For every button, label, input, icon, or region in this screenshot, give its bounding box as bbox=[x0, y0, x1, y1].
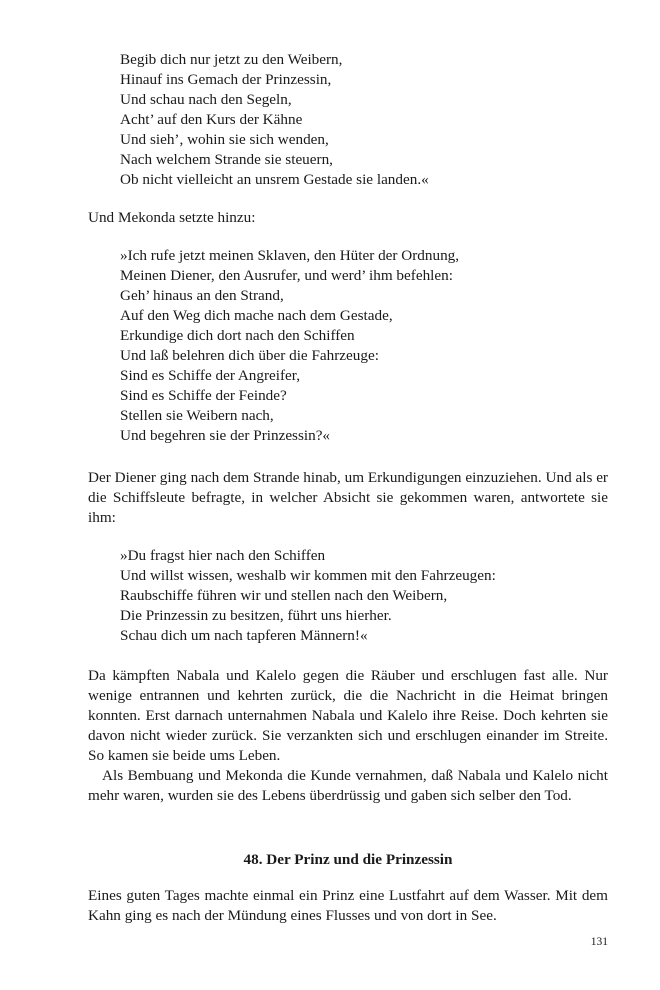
verse-line: »Ich rufe jetzt meinen Sklaven, den Hüter der Ordnung, bbox=[120, 247, 460, 264]
verse-line: Erkundige dich dort nach den Schiffen bbox=[120, 327, 355, 344]
verse-line: Und begehren sie der Prinzessin?« bbox=[120, 427, 331, 444]
prose-paragraph-2 bbox=[88, 468, 608, 528]
verse-line: Raubschiffe führen wir und stellen nach den Weibern, bbox=[120, 587, 448, 604]
verse-line: Die Prinzessin zu besitzen, führt uns hierher. bbox=[120, 607, 392, 624]
paragraph-text: Der Diener ging nach dem Strande hinab, um Erkundigungen einzuziehen. Und als er die Schiffsleute befragte, in welcher Absicht sie gekommen waren, antwortete sie ihm: bbox=[88, 469, 608, 526]
verse-line: Meinen Diener, den Ausrufer, und werd’ ihm befehlen: bbox=[120, 267, 453, 284]
verse-line: Sind es Schiffe der Feinde? bbox=[120, 387, 287, 404]
prose-paragraph-5 bbox=[88, 886, 608, 926]
verse-line: Hinauf ins Gemach der Prinzessin, bbox=[120, 71, 332, 88]
verse-block-1 bbox=[120, 50, 610, 190]
prose-paragraph-1 bbox=[88, 208, 608, 228]
verse-line: Ob nicht vielleicht an unsrem Gestade sie landen.« bbox=[120, 171, 429, 188]
verse-line: Acht’ auf den Kurs der Kähne bbox=[120, 111, 303, 128]
verse-line: Und willst wissen, weshalb wir kommen mit den Fahrzeugen: bbox=[120, 567, 496, 584]
paragraph-text: Als Bembuang und Mekonda die Kunde vernahmen, daß Nabala und Kalelo nicht mehr waren, wurden sie des Lebens überdrüssig und gaben sich selber den Tod. bbox=[88, 767, 608, 804]
verse-line: »Du fragst hier nach den Schiffen bbox=[120, 547, 326, 564]
verse-line: Stellen sie Weibern nach, bbox=[120, 407, 274, 424]
verse-line: Nach welchem Strande sie steuern, bbox=[120, 151, 333, 168]
paragraph-text: Und Mekonda setzte hinzu: bbox=[88, 209, 256, 226]
verse-line: Sind es Schiffe der Angreifer, bbox=[120, 367, 301, 384]
verse-line: Und sieh’, wohin sie sich wenden, bbox=[120, 131, 329, 148]
verse-block-3 bbox=[120, 546, 610, 646]
paragraph-text: Da kämpften Nabala und Kalelo gegen die Räuber und erschlugen fast alle. Nur wenige entrannen und kehrten zurück, die die Nachricht in die Heimat bringen konnten. Erst darnach unternahmen Nabala und Kalelo ihre Reise. Doch kehrten sie davon nicht wieder zurück. Sie verzankten sich und erschlugen einander im Streite. So kamen sie beide ums Leben. bbox=[88, 667, 608, 764]
prose-paragraph-3 bbox=[88, 666, 608, 806]
verse-line: Schau dich um nach tapferen Männern!« bbox=[120, 627, 368, 644]
verse-line: Geh’ hinaus an den Strand, bbox=[120, 287, 284, 304]
verse-block-2 bbox=[120, 246, 610, 446]
verse-line: Und laß belehren dich über die Fahrzeuge: bbox=[120, 347, 379, 364]
verse-line: Auf den Weg dich mache nach dem Gestade, bbox=[120, 307, 393, 324]
section-heading: 48. Der Prinz und die Prinzessin bbox=[243, 851, 453, 868]
paragraph-text: Eines guten Tages machte einmal ein Prinz eine Lustfahrt auf dem Wasser. Mit dem Kahn ging es nach der Mündung eines Flusses und von dort in See. bbox=[88, 887, 608, 924]
verse-line: Begib dich nur jetzt zu den Weibern, bbox=[120, 51, 343, 68]
page-number: 131 bbox=[590, 936, 608, 948]
verse-line: Und schau nach den Segeln, bbox=[120, 91, 292, 108]
